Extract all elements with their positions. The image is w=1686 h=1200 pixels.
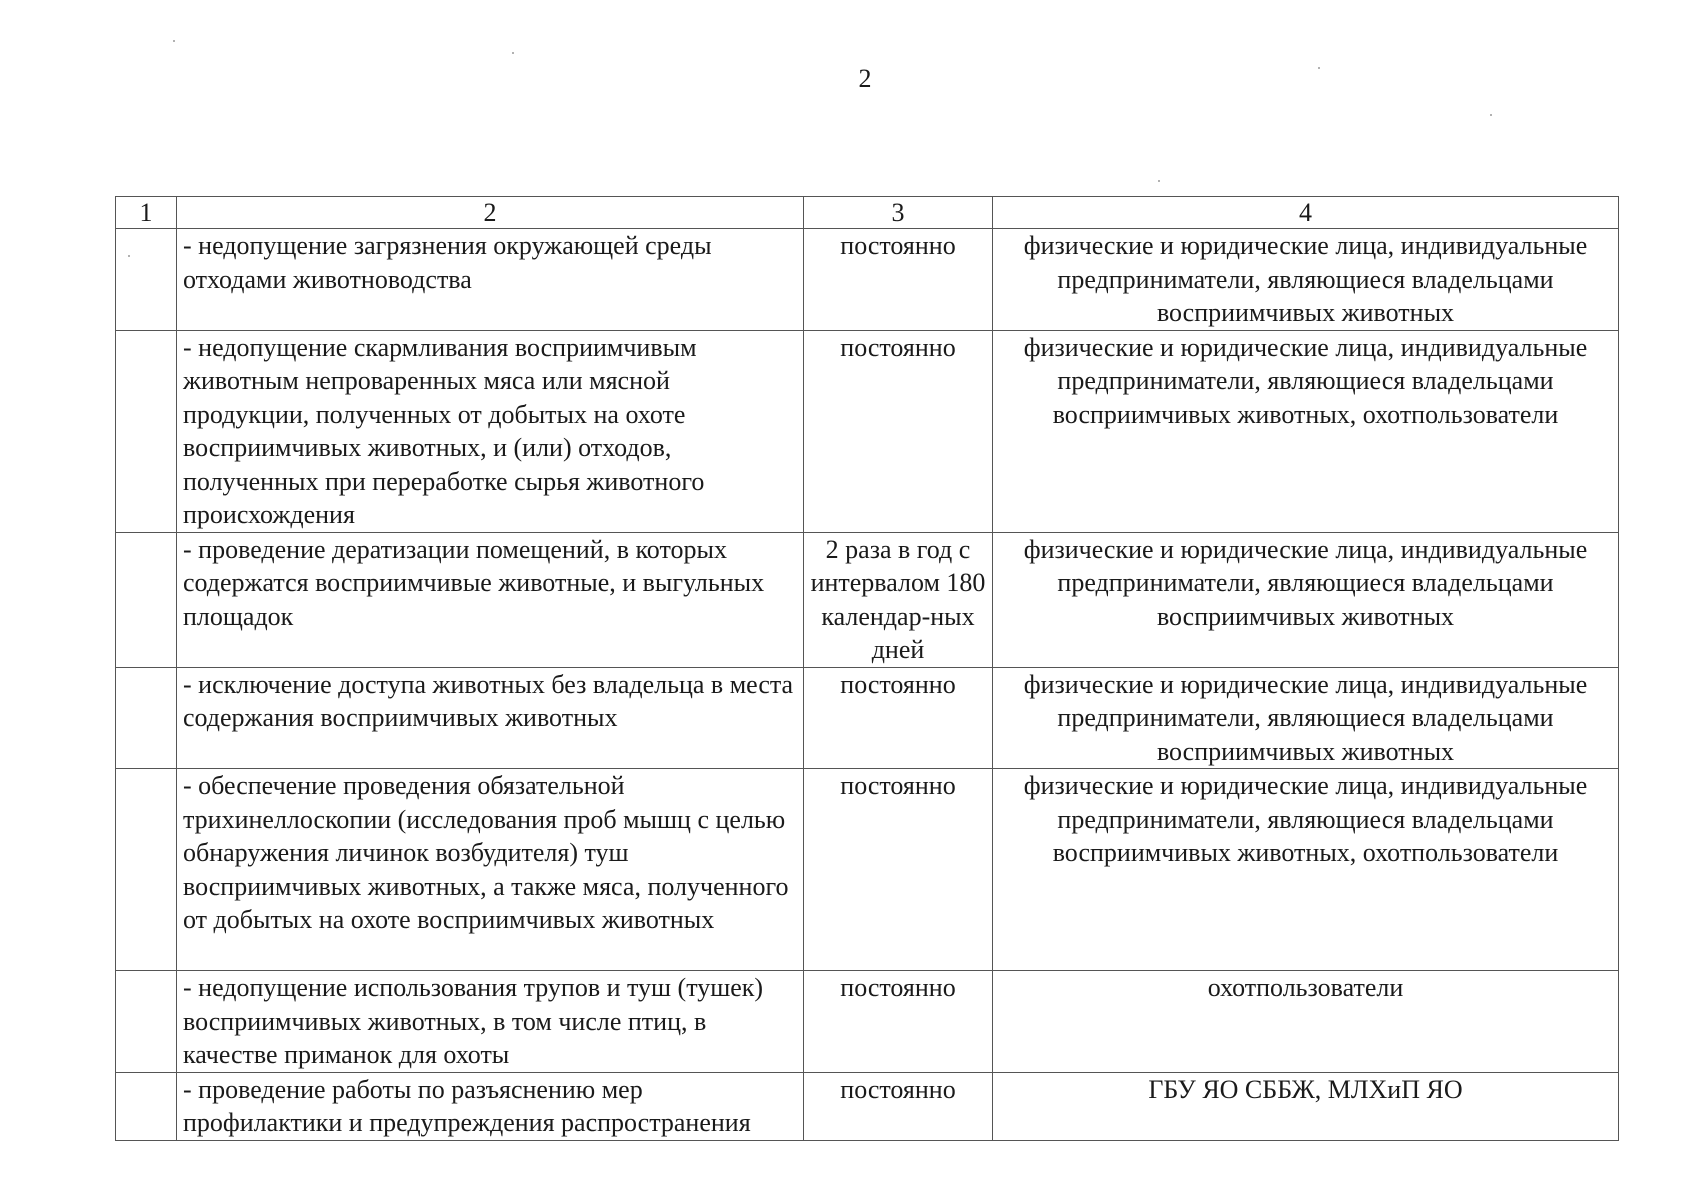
period-cell: постоянно: [804, 769, 993, 971]
scan-speck: [173, 40, 175, 42]
table-row: [116, 532, 1619, 667]
number-cell: [116, 667, 177, 769]
header-cell-4: 4: [993, 197, 1619, 229]
number-cell: [116, 532, 177, 667]
period-cell: 2 раза в год с интервалом 180 календар-ных дней: [804, 532, 993, 667]
number-cell: [116, 330, 177, 532]
responsible-cell: физические и юридические лица, индивидуальные предприниматели, являющиеся владельцами восприимчивых животных, охотпользователи: [993, 330, 1619, 532]
measure-cell: - недопущение использования трупов и туш (тушек) восприимчивых животных, в том числе птиц, в качестве приманок для охоты: [177, 971, 804, 1073]
scan-speck: [1158, 180, 1160, 182]
page-number: 2: [858, 64, 872, 93]
period-cell: постоянно: [804, 971, 993, 1073]
number-cell: [116, 229, 177, 331]
measures-table: [115, 196, 1619, 1141]
number-cell: [116, 1072, 177, 1140]
table-row: [116, 229, 1619, 331]
number-cell: [116, 769, 177, 971]
measure-cell: - недопущение скармливания восприимчивым животным непроваренных мяса или мясной продукции, полученных от добытых на охоте восприимчивых животных, и (или) отходов, полученных при переработке сырья животного происхождения: [177, 330, 804, 532]
table-row: [116, 667, 1619, 769]
responsible-cell: физические и юридические лица, индивидуальные предприниматели, являющиеся владельцами восприимчивых животных: [993, 667, 1619, 769]
measure-cell: - обеспечение проведения обязательной трихинеллоскопии (исследования проб мышц с целью обнаружения личинок возбудителя) туш восприимчивых животных, а также мяса, полученного от добытых на охоте восприимчивых животных: [177, 769, 804, 971]
responsible-cell: физические и юридические лица, индивидуальные предприниматели, являющиеся владельцами восприимчивых животных: [993, 532, 1619, 667]
responsible-cell: ГБУ ЯО СББЖ, МЛХиП ЯО: [993, 1072, 1619, 1140]
measure-cell: - исключение доступа животных без владельца в места содержания восприимчивых животных: [177, 667, 804, 769]
scan-speck: [128, 255, 130, 257]
header-cell-1: 1: [116, 197, 177, 229]
period-cell: постоянно: [804, 667, 993, 769]
number-cell: [116, 971, 177, 1073]
responsible-cell: физические и юридические лица, индивидуальные предприниматели, являющиеся владельцами восприимчивых животных, охотпользователи: [993, 769, 1619, 971]
scan-speck: [1318, 67, 1320, 69]
period-cell: постоянно: [804, 1072, 993, 1140]
responsible-cell: физические и юридические лица, индивидуальные предприниматели, являющиеся владельцами восприимчивых животных: [993, 229, 1619, 331]
measure-cell: - недопущение загрязнения окружающей среды отходами животноводства: [177, 229, 804, 331]
table-row: [116, 971, 1619, 1073]
header-cell-3: 3: [804, 197, 993, 229]
period-cell: постоянно: [804, 330, 993, 532]
header-cell-2: 2: [177, 197, 804, 229]
table-row: [116, 1072, 1619, 1140]
measure-cell: - проведение дератизации помещений, в которых содержатся восприимчивые животные, и выгульных площадок: [177, 532, 804, 667]
scan-speck: [512, 52, 514, 54]
scan-speck: [1490, 114, 1492, 116]
measure-cell: - проведение работы по разъяснению мер профилактики и предупреждения распространения: [177, 1072, 804, 1140]
period-cell: постоянно: [804, 229, 993, 331]
table-header-row: [116, 197, 1619, 229]
responsible-cell: охотпользователи: [993, 971, 1619, 1073]
table-row: [116, 330, 1619, 532]
table-row: [116, 769, 1619, 971]
